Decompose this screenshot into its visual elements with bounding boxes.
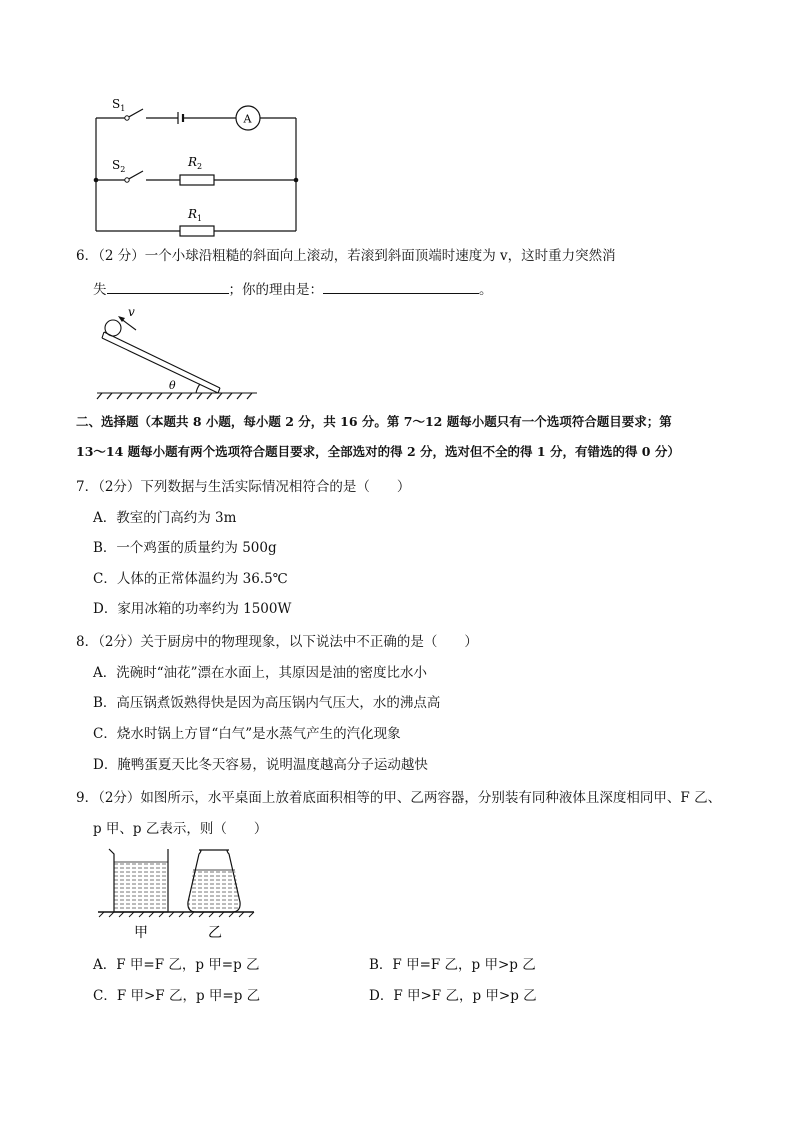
q9-stem-line1: 9．（2分）如图所示，水平桌面上放着底面积相等的甲、乙两容器，分别装有同种液体且深度相同甲、F 乙、	[76, 790, 722, 806]
circuit-diagram	[80, 88, 310, 238]
q9-option-b[interactable]: B．F 甲=F 乙，p 甲>p 乙	[369, 957, 536, 973]
q6-line2	[93, 279, 493, 300]
containers-figure	[96, 846, 256, 944]
label-jia: 甲	[134, 925, 148, 941]
q8-option-b[interactable]: B．高压锅煮饭熟得快是因为高压锅内气压大，水的沸点高	[93, 695, 441, 711]
q9-option-a[interactable]: A．F 甲=F 乙，p 甲=p 乙	[93, 957, 260, 973]
label-yi: 乙	[208, 925, 222, 941]
q6-text-a: 失	[93, 282, 107, 298]
q8-option-a[interactable]: A．洗碗时“油花”漂在水面上，其原因是油的密度比水小	[93, 665, 428, 681]
angle-label: θ	[169, 379, 176, 392]
ammeter-label: A	[243, 112, 252, 126]
s1-label: $S_1$	[112, 97, 126, 113]
q9-option-c[interactable]: C．F 甲>F 乙，p 甲=p 乙	[93, 988, 261, 1004]
q6-answer-blank-1[interactable]	[107, 279, 229, 294]
r2-label: $R_2$	[188, 155, 203, 171]
q6-text-b: ；你的理由是：	[228, 282, 323, 298]
q8-stem: 8．（2分）关于厨房中的物理现象，以下说法中不正确的是（ ）	[76, 634, 478, 650]
q6-answer-blank-2[interactable]	[323, 279, 479, 294]
q9-option-d[interactable]: D．F 甲>F 乙，p 甲>p 乙	[369, 988, 537, 1004]
q6-line1: 6．（2 分）一个小球沿粗糙的斜面向上滚动，若滚到斜面顶端时速度为 v，这时重力突然消	[76, 248, 616, 264]
q7-stem: 7．（2分）下列数据与生活实际情况相符合的是（ ）	[76, 479, 411, 495]
q9-stem-line2: p 甲、p 乙表示，则（ ）	[93, 821, 268, 837]
section2-title-line1: 二、选择题（本题共 8 小题，每小题 2 分，共 16 分。第 7～12 题每小题只有一个选项符合题目要求；第	[76, 414, 672, 429]
s2-label: $S_2$	[112, 158, 126, 174]
section2-title-line2: 13～14 题每小题有两个选项符合题目要求，全部选对的得 2 分，选对但不全的得 1 分，有错选的得 0 分）	[76, 444, 680, 459]
q6-text-c: 。	[479, 282, 493, 298]
incline-figure	[92, 300, 262, 400]
q8-option-c[interactable]: C．烧水时锅上方冒“白气”是水蒸气产生的汽化现象	[93, 726, 401, 742]
q7-option-a[interactable]: A．教室的门高约为 3m	[93, 510, 237, 526]
q7-option-c[interactable]: C．人体的正常体温约为 36.5℃	[93, 571, 288, 587]
r1-label: $R_1$	[188, 207, 203, 223]
q7-option-d[interactable]: D．家用冰箱的功率约为 1500W	[93, 601, 292, 617]
q7-option-b[interactable]: B．一个鸡蛋的质量约为 500g	[93, 540, 277, 556]
velocity-label: v	[128, 305, 135, 319]
q8-option-d[interactable]: D．腌鸭蛋夏天比冬天容易，说明温度越高分子运动越快	[93, 757, 428, 773]
